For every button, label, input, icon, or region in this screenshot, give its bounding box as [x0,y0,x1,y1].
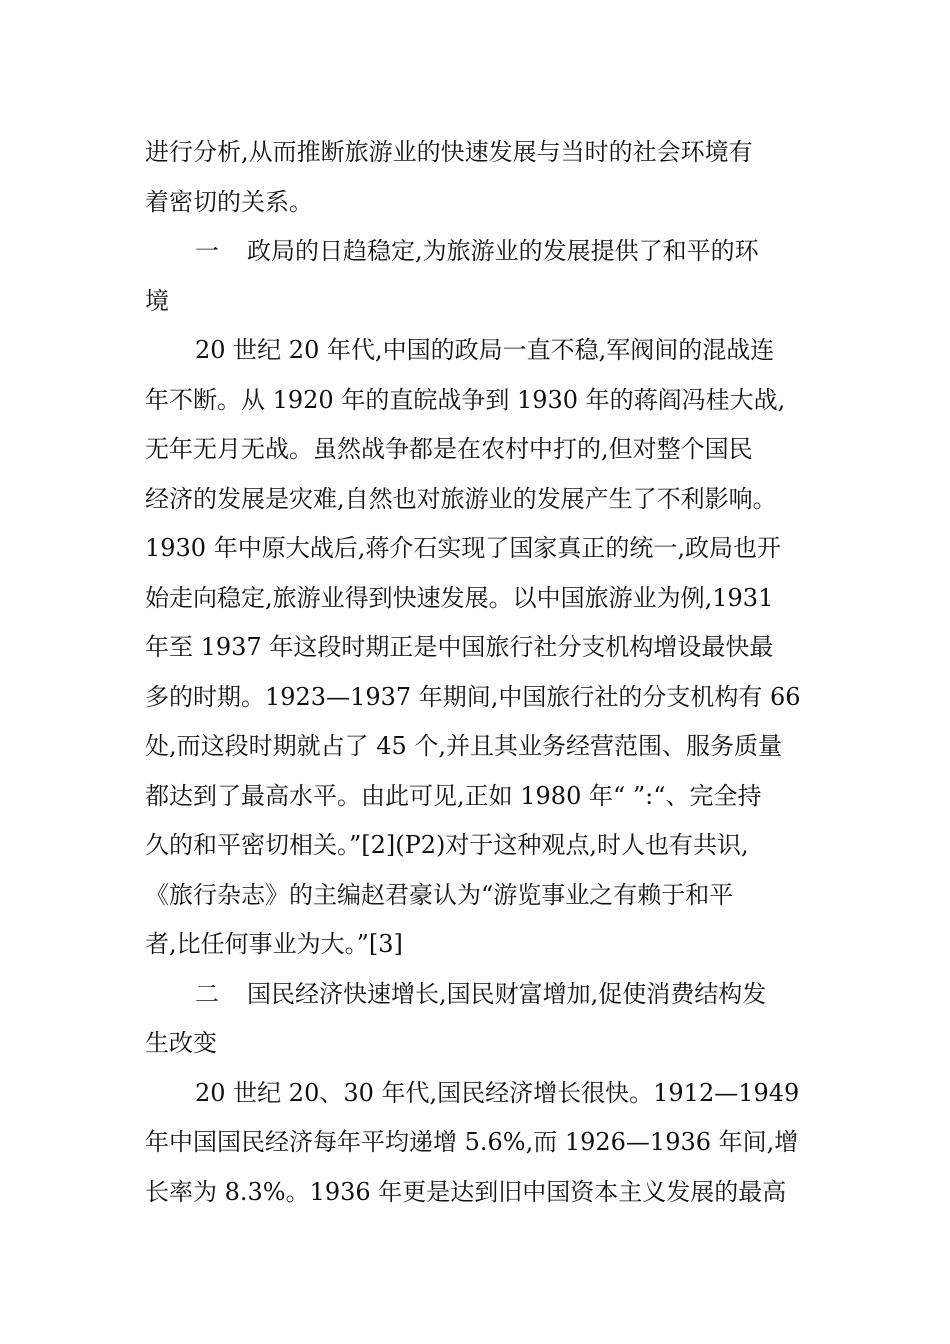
text-line: 无年无月无战。虽然战争都是在农村中打的,但对整个国民 [145,435,753,463]
section-heading-line [145,970,810,1020]
section-heading-line [145,227,810,277]
text-line: 《旅行杂志》的主编赵君豪认为“游览事业之有赖于和平 [145,880,734,909]
body-text [145,128,810,1217]
text-line: 生改变 [145,1029,217,1057]
text-line: 20 世纪 20、30 年代,国民经济增长很快。1912—1949 [195,1078,800,1107]
text-line: 境 [145,286,169,315]
text-line: 久的和平密切相关。”[2](P2)对于这种观点,时人也有共识, [145,831,749,859]
text-line: 多的时期。1923—1937 年期间,中国旅行社的分支机构有 66 [145,682,801,711]
text-line: 年不断。从 1920 年的直皖战争到 1930 年的蒋阎冯桂大战, [145,385,786,414]
text-line: 长率为 8.3%。1936 年更是达到旧中国资本主义发展的最高 [145,1177,787,1206]
section-number: 二 [195,979,219,1008]
text-line: 都达到了最高水平。由此可见,正如 1980 年“ ”:“、完全持 [145,781,762,810]
text-line: 20 世纪 20 年代,中国的政局一直不稳,军阀间的混战连 [195,336,775,364]
text-line: 始走向稳定,旅游业得到快速发展。以中国旅游业为例,1931 [145,583,774,612]
text-line: 经济的发展是灾难,自然也对旅游业的发展产生了不利影响。 [145,484,777,513]
section-heading-text: 国民经济快速增长,国民财富增加,促使消费结构发 [247,979,767,1008]
text-line: 年至 1937 年这段时期正是中国旅行社分支机构增设最快最 [145,633,774,661]
text-line: 处,而这段时期就占了 45 个,并且其业务经营范围、服务质量 [145,732,783,760]
text-line: 1930 年中原大战后,蒋介石实现了国家真正的统一,政局也开 [145,534,781,562]
text-line: 进行分析,从而推断旅游业的快速发展与当时的社会环境有 [145,138,753,166]
section-number: 一 [195,237,219,265]
text-line: 年中国国民经济每年平均递增 5.6%,而 1926—1936 年间,增 [145,1128,799,1156]
text-line: 者,比任何事业为大。”[3] [145,930,403,958]
section-heading-text: 政局的日趋稳定,为旅游业的发展提供了和平的环 [247,237,759,265]
text-line: 着密切的关系。 [145,187,313,216]
